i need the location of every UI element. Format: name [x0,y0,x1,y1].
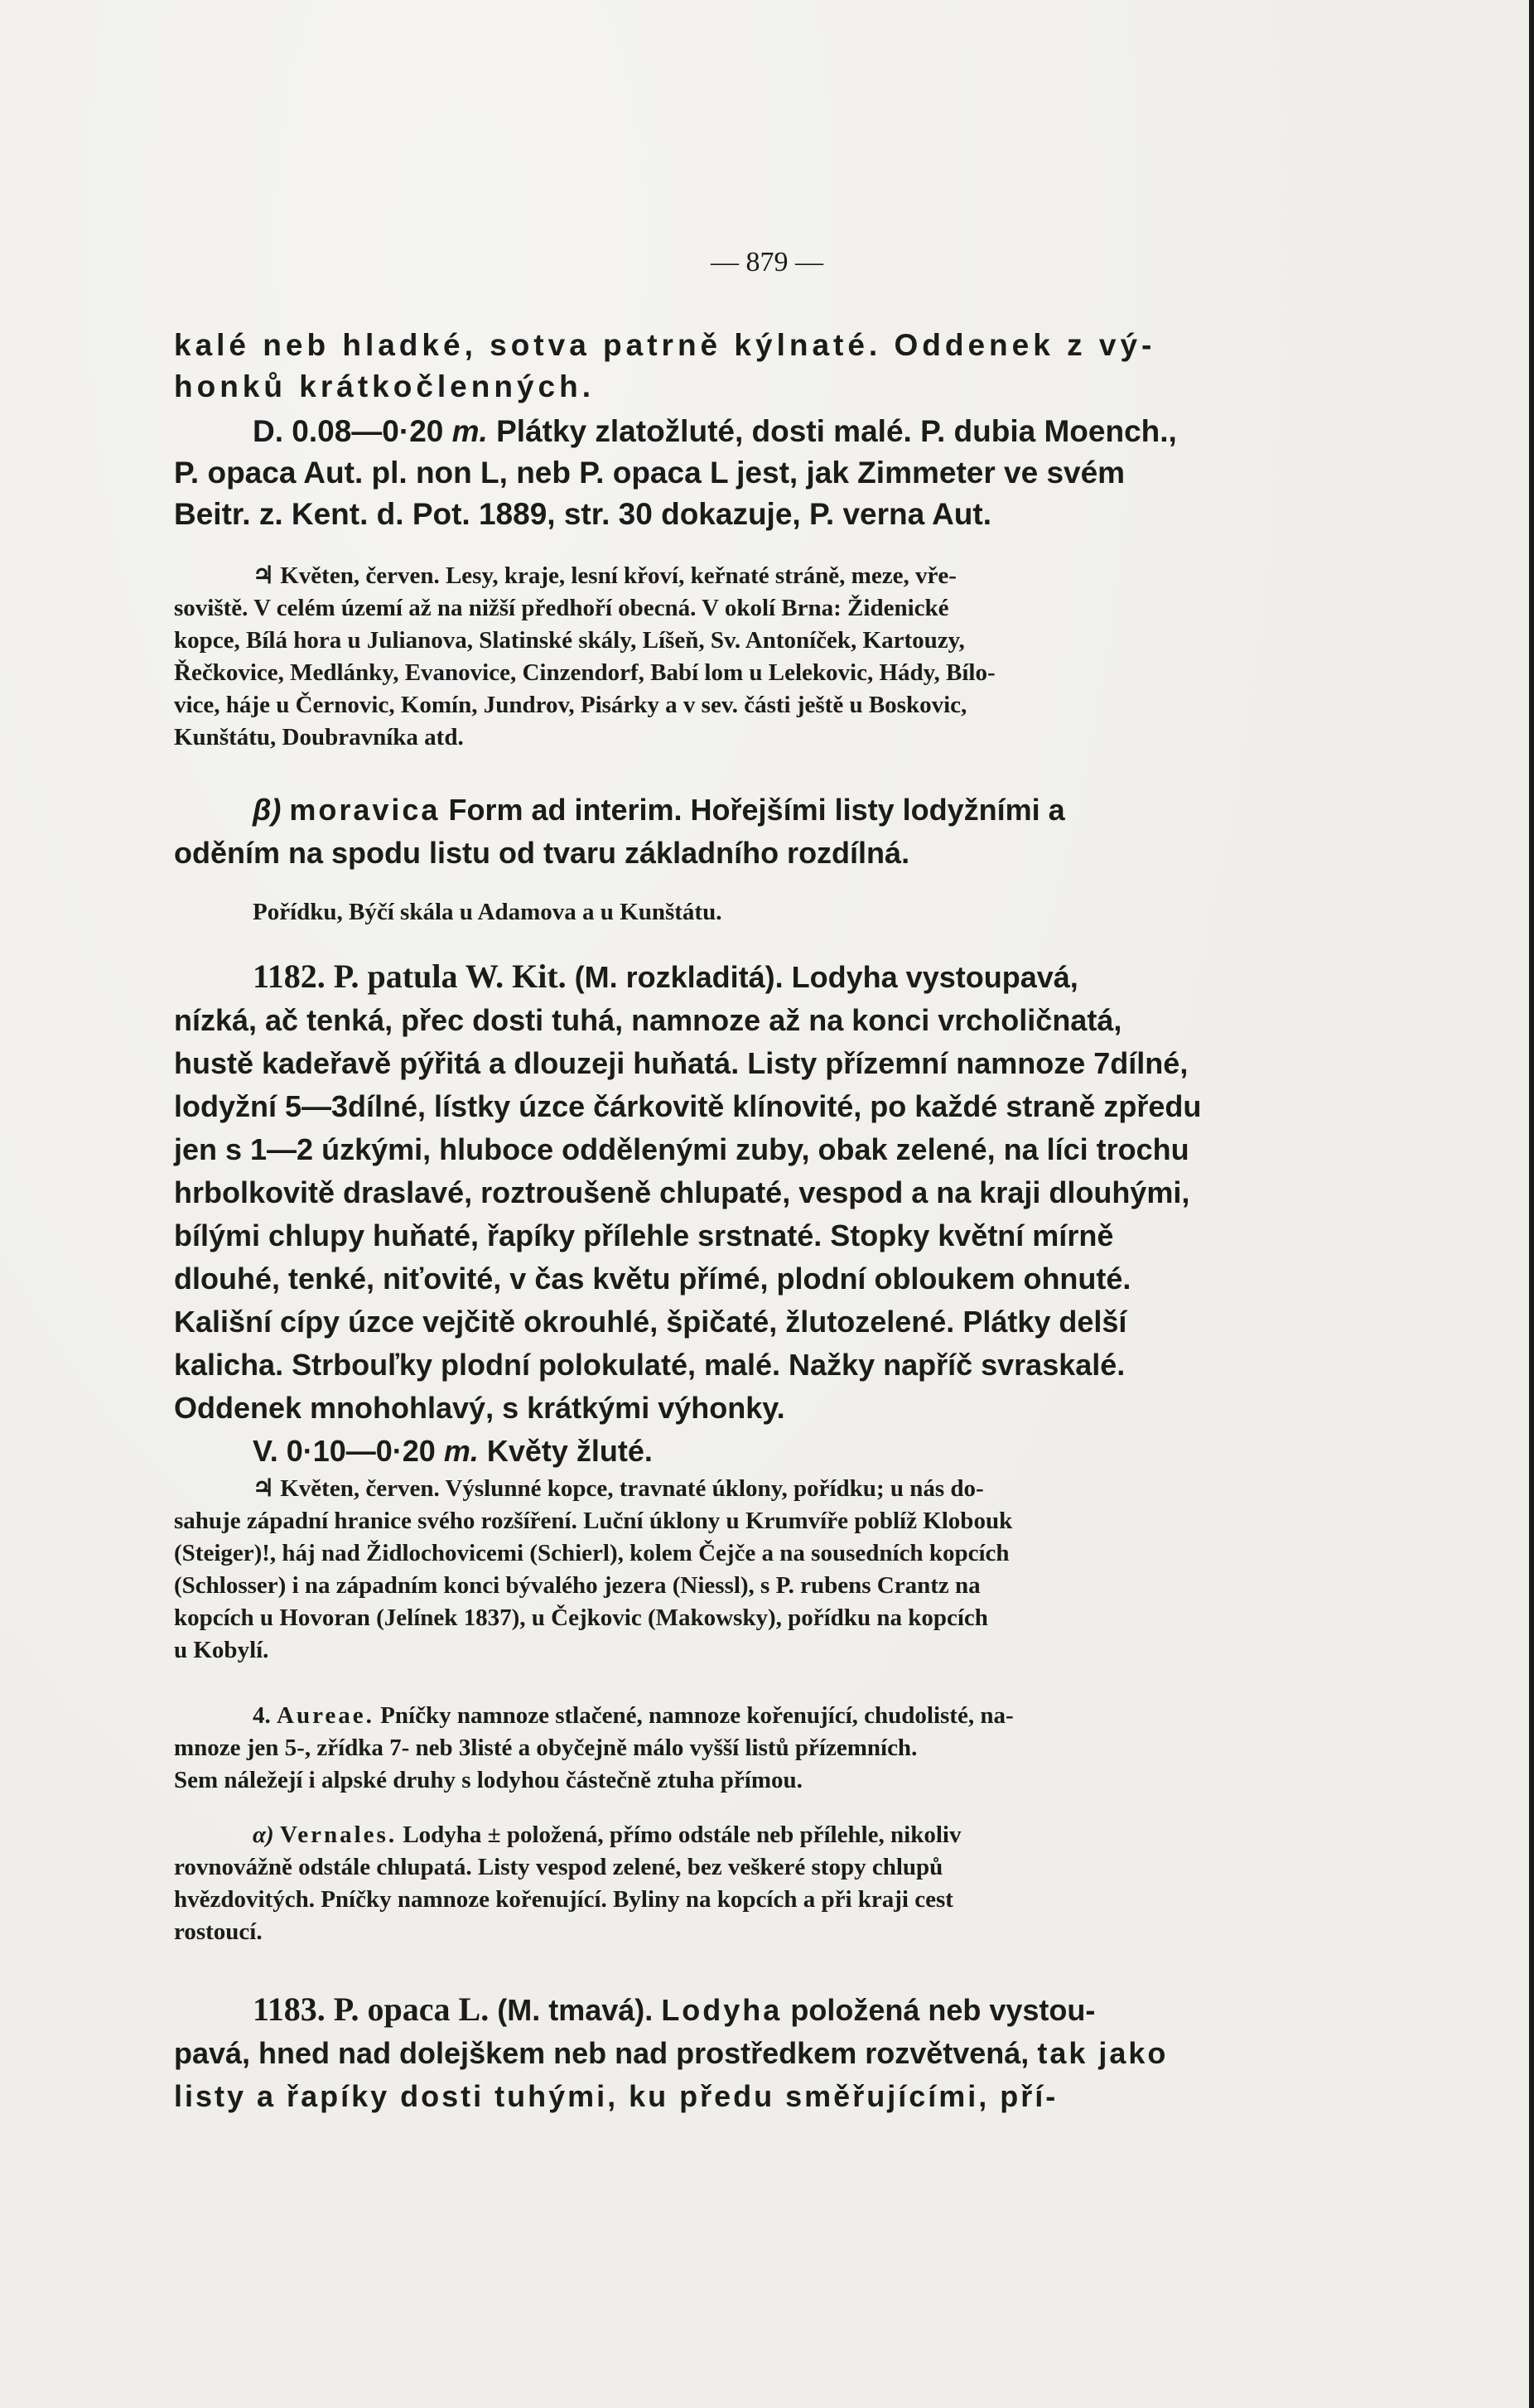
text-run: pavá, hned nad dolejškem neb nad prostředkem rozvětvená, [174,2036,1030,2070]
text-line: Oddenek mnohohlavý, s krátkými výhonky. [174,1391,785,1425]
text-line: sahuje západní hranice svého rozšíření. Luční úklony u Krumvíře poblíž Klobouk [174,1508,1013,1534]
paragraph-variety-moravica [174,789,1251,875]
text-line [174,955,1251,999]
species-heading: 1182. P. patula W. Kit. [253,958,567,995]
text-line: hrbolkovitě draslavé, roztroušeně chlupaté, vespod a na kraji dlouhými, [174,1175,1190,1209]
section-name: Aureae. [277,1702,374,1729]
text-line: Sem náležejí i alpské druhy s lodyhou částečně ztuha přímou. [174,1767,803,1793]
text-line: kalicha. Strbouľky plodní polokulaté, malé. Nažky napříč svraskalé. [174,1348,1126,1382]
text-line: nízká, ač tenká, přec dosti tuhá, namnoze až na konci vrcholičnatá, [174,1003,1122,1037]
text-run: Form ad interim. Hořejšími listy lodyžními a [448,793,1065,827]
size-value: D. 0.08—0·20 [253,414,444,448]
text-line: kalé neb hladké, sotva patrně kýlnaté. Oddenek z vý- [174,328,1156,362]
paragraph-dimensions [174,411,1251,535]
text-line: listy a řapíky dosti tuhými, ku předu směřujícími, pří- [174,2079,1059,2113]
text-line: Řečkovice, Medlánky, Evanovice, Cinzendorf, Babí lom u Lelekovic, Hády, Bílo- [174,659,996,686]
greek-label: α) [253,1822,274,1848]
text-run: Plátky zlatožluté, dosti malé. P. dubia Moench., [496,414,1177,448]
text-line: Pořídku, Býčí skála u Adamova a u Kunštátu. [253,899,722,925]
text-line: bílými chlupy huňaté, řapíky přílehle srstnaté. Stopky květní mírně [174,1218,1114,1252]
text-line: u Kobylí. [174,1637,269,1663]
text-line: hvězdovitých. Pníčky namnoze kořenující. Byliny na kopcích a při kraji cest [174,1886,953,1913]
text-line [174,1819,1251,1851]
species-heading: 1183. P. opaca L. [253,1991,490,2028]
paragraph-continuation [174,325,1251,408]
text-line: rostoucí. [174,1918,263,1945]
text-line: Kališní cípy úzce vejčitě okrouhlé, špičaté, žlutozelené. Plátky delší [174,1305,1127,1339]
text-line [174,1430,1251,1473]
text-line: (Steiger)!, háj nad Židlochovicemi (Schierl), kolem Čejče a na sousedních kopcích [174,1540,1010,1566]
text-run: (M. rozkladitá). Lodyha vystoupavá, [574,960,1078,994]
group-name: Vernales. [279,1822,398,1848]
text-line: Kunštátu, Doubravníka atd. [174,724,464,750]
text-line: ♃ Květen, červen. Výslunné kopce, travnaté úklony, pořídku; u nás do- [253,1475,984,1502]
text-line: mnoze jen 5-, zřídka 7- neb 3listé a obyčejně málo vyšší listů přízemních. [174,1735,918,1761]
paragraph-species-1182 [174,955,1251,1473]
variety-name: moravica [289,793,441,827]
text-line: honků krátkočlenných. [174,369,595,403]
unit: m. [451,414,488,448]
unit: m. [443,1434,479,1468]
text-line [174,1700,1251,1732]
paragraph-distribution [174,560,1251,754]
text-line: soviště. V celém území až na nižší předhoří obecná. V okolí Brna: Židenické [174,595,949,621]
greek-label: β) [253,793,282,827]
page-number: — 879 — [711,247,823,277]
paragraph-distribution-1182 [174,1473,1251,1667]
text-run: (M. tmavá). [497,1993,654,2027]
text-line: jen s 1—2 úzkými, hluboce oddělenými zuby, obak zelené, na líci trochu [174,1132,1189,1166]
text-line [174,1988,1251,2032]
text-run: Pníčky namnoze stlačené, namnoze kořenující, chudolisté, na- [380,1702,1014,1729]
text-line: P. opaca Aut. pl. non L, neb P. opaca L jest, jak Zimmeter ve svém [174,456,1126,490]
text-line [174,789,1251,832]
size-value: V. 0·10—0·20 [253,1434,436,1468]
text-line: Beitr. z. Kent. d. Pot. 1889, str. 30 dokazuje, P. verna Aut. [174,497,992,531]
text-line: vice, háje u Černovic, Komín, Jundrov, Pisárky a v sev. části ještě u Boskovic, [174,692,967,718]
text-line: ♃ Květen, červen. Lesy, kraje, lesní křoví, keřnaté stráně, meze, vře- [253,562,957,589]
text-run: položená neb vystou- [790,1993,1096,2027]
text-run: Lodyha ± položená, přímo odstále neb přílehle, nikoliv [403,1822,962,1848]
paragraph-section-aureae [174,1700,1251,1797]
text-line: dlouhé, tenké, niťovité, v čas květu přímé, plodní obloukem ohnuté. [174,1262,1131,1296]
text-line: kopcích u Hovoran (Jelínek 1837), u Čejkovic (Makowsky), pořídku na kopcích [174,1605,988,1631]
text-line: hustě kadeřavě pýřitá a dlouzeji huňatá. Listy přízemní namnoze 7dílné, [174,1046,1189,1080]
text-line: lodyžní 5—3dílné, lístky úzce čárkovitě klínovité, po každé straně zpředu [174,1089,1202,1123]
text-line: (Schlosser) i na západním konci bývalého jezera (Niessl), s P. rubens Crantz na [174,1572,981,1599]
text-line [174,411,1251,452]
spaced-term: Lodyha [661,1993,783,2027]
text-line: oděním na spodu listu od tvaru základního rozdílná. [174,836,910,870]
paragraph-group-vernales [174,1819,1251,1948]
paragraph-locality [174,896,1251,929]
paragraph-species-1183 [174,1988,1251,2118]
section-number: 4. [253,1702,271,1729]
text-line: rovnovážně odstále chlupatá. Listy vespod zelené, bez veškeré stopy chlupů [174,1854,943,1880]
page-edge-shadow [1529,0,1534,2408]
text-run: Květy žluté. [486,1434,653,1468]
text-line [174,2032,1251,2075]
spaced-term: tak jako [1037,2036,1169,2070]
text-line: kopce, Bílá hora u Julianova, Slatinské skály, Líšeň, Sv. Antoníček, Kartouzy, [174,627,965,654]
